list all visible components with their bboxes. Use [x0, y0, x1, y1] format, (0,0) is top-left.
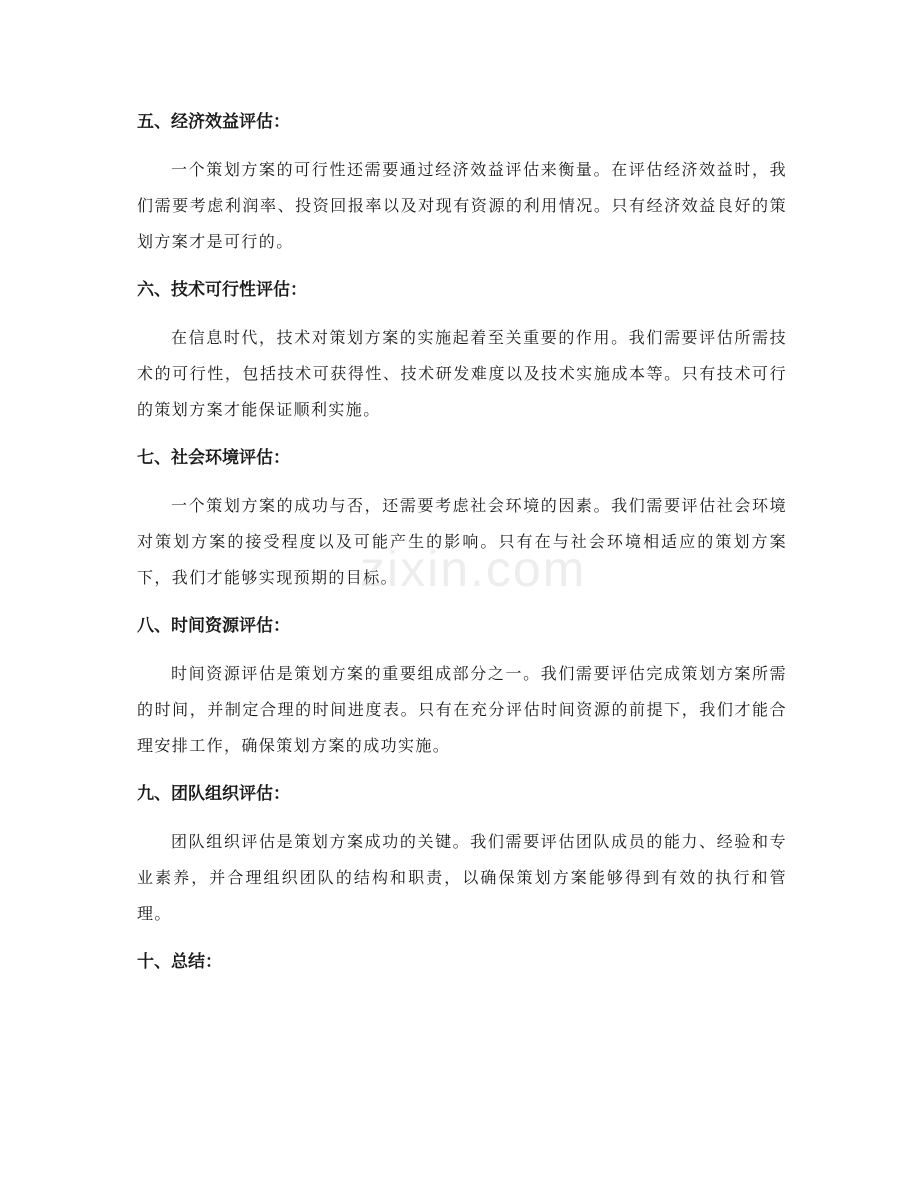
section-economic — [137, 100, 787, 260]
section-paragraph: 团队组织评估是策划方案成功的关键。我们需要评估团队成员的能力、经验和专业素养，并合理组织团队的结构和职责，以确保策划方案能够得到有效的执行和管理。 — [137, 832, 787, 923]
section-heading: 九、团队组织评估： — [137, 784, 290, 804]
section-paragraph: 时间资源评估是策划方案的重要组成部分之一。我们需要评估完成策划方案所需的时间，并制定合理的时间进度表。只有在充分评估时间资源的前提下，我们才能合理安排工作，确保策划方案的成功实施。 — [137, 664, 787, 755]
section-paragraph: 在信息时代，技术对策划方案的实施起着至关重要的作用。我们需要评估所需技术的可行性，包括技术可获得性、技术研发难度以及技术实施成本等。只有技术可行的策划方案才能保证顺利实施。 — [137, 328, 787, 419]
section-paragraph: 一个策划方案的可行性还需要通过经济效益评估来衡量。在评估经济效益时，我们需要考虑利润率、投资回报率以及对现有资源的利用情况。只有经济效益良好的策划方案才是可行的。 — [137, 160, 787, 251]
section-paragraph: 一个策划方案的成功与否，还需要考虑社会环境的因素。我们需要评估社会环境对策划方案的接受程度以及可能产生的影响。只有在与社会环境相适应的策划方案下，我们才能够实现预期的目标。 — [137, 496, 787, 587]
section-heading: 五、经济效益评估： — [137, 112, 290, 132]
section-social — [137, 436, 787, 596]
watermark: zixin.com — [360, 541, 587, 597]
section-technical — [137, 268, 787, 428]
section-heading: 六、技术可行性评估： — [137, 280, 307, 300]
document-content — [137, 100, 787, 984]
section-time — [137, 604, 787, 764]
section-heading: 七、社会环境评估： — [137, 448, 290, 468]
section-team — [137, 772, 787, 932]
section-heading: 十、总结： — [137, 952, 222, 972]
section-summary — [137, 940, 787, 984]
section-heading: 八、时间资源评估： — [137, 616, 290, 636]
